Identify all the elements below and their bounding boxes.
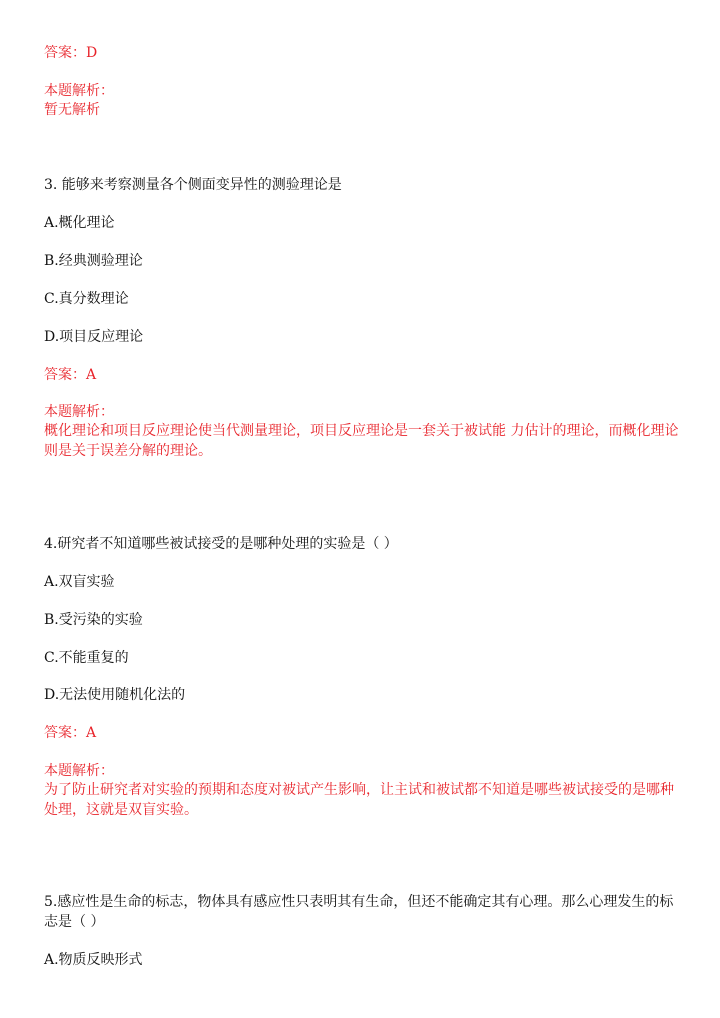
question-3: 3. 能够来考察测量各个侧面变异性的测验理论是 xyxy=(44,177,342,193)
option-d: D.项目反应理论 xyxy=(44,329,144,345)
option-b: B.受污染的实验 xyxy=(44,612,143,628)
answer-text: 答案：D xyxy=(44,45,98,61)
analysis-text: 为了防止研究者对实验的预期和态度对被试产生影响，让主试和被试都不知道是哪些被试接受的是哪种处理，这就是双盲实验。 xyxy=(44,782,674,818)
question-4: 4.研究者不知道哪些被试接受的是哪种处理的实验是（ ） xyxy=(44,536,398,552)
option-c: C.不能重复的 xyxy=(44,650,129,666)
analysis-text: 概化理论和项目反应理论使当代测量理论，项目反应理论是一套关于被试能 力估计的理论，而概化理论则是关于误差分解的理论。 xyxy=(44,423,679,459)
option-a: A.概化理论 xyxy=(44,215,115,231)
option-d: D.无法使用随机化法的 xyxy=(44,687,186,703)
option-c: C.真分数理论 xyxy=(44,291,129,307)
answer-text: 答案：A xyxy=(44,367,97,383)
analysis-text: 暂无解析 xyxy=(44,102,100,118)
question-5: 5.感应性是生命的标志，物体具有感应性只表明其有生命，但还不能确定其有心理。那么心理发生的标志是（ ） xyxy=(44,894,674,930)
option-a: A.物质反映形式 xyxy=(44,952,143,968)
analysis-label: 本题解析： xyxy=(44,83,114,99)
answer-text: 答案：A xyxy=(44,725,97,741)
option-b: B.经典测验理论 xyxy=(44,253,143,269)
analysis-label: 本题解析： xyxy=(44,763,114,779)
analysis-label: 本题解析： xyxy=(44,404,114,420)
option-a: A.双盲实验 xyxy=(44,574,115,590)
